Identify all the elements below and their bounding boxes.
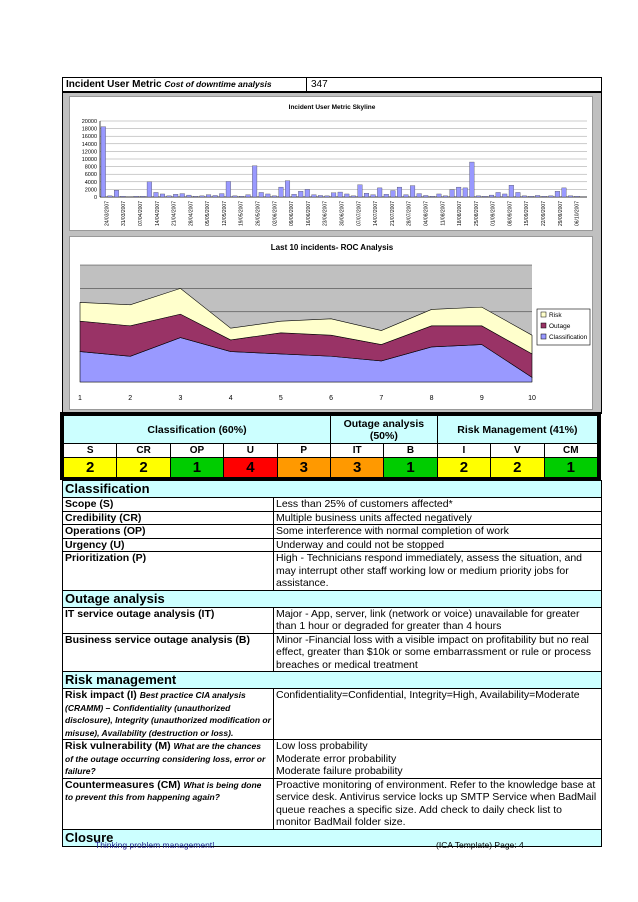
score-value-op: 1 xyxy=(170,458,223,478)
bar xyxy=(443,196,448,197)
bar xyxy=(173,194,178,197)
bar xyxy=(555,191,560,197)
row-key: Credibility (CR) xyxy=(63,511,274,525)
bar xyxy=(233,196,238,197)
x-tick-label: 14/07/2007 xyxy=(373,201,380,227)
legend-label: Classification xyxy=(549,334,588,341)
bar xyxy=(463,188,468,197)
x-tick-label: 16/06/2007 xyxy=(305,201,312,227)
metric-label-text: Incident User Metric xyxy=(66,79,162,90)
roc-chart-svg xyxy=(70,237,594,411)
x-tick-label: 21/07/2007 xyxy=(389,201,396,227)
countermeasures-value: Proactive monitoring of environment. Refer to the knowledge base at service desk. Antivirus service locks up SMTP Service when BadMail queue reaches a specific size. Add check to daily check list to monitor BadMail folder size. xyxy=(274,778,602,829)
x-tick-label: 04/08/2007 xyxy=(423,201,430,227)
y-tick-label: 6000 xyxy=(84,172,97,179)
row-key: Prioritization (P) xyxy=(63,552,274,591)
score-abbr-s: S xyxy=(64,444,117,458)
bar xyxy=(516,192,521,197)
bar xyxy=(331,193,336,197)
bar xyxy=(259,192,264,197)
table-row xyxy=(63,633,602,672)
score-abbr-op: OP xyxy=(170,444,223,458)
bar xyxy=(180,194,185,197)
row-value: Major - App, server, link (network or voice) unavailable for greater than 1 hour or degraded for greater than 4 hours xyxy=(274,607,602,633)
skyline-chart-svg xyxy=(70,97,594,232)
bar xyxy=(549,196,554,197)
table-row xyxy=(63,525,602,539)
table-row xyxy=(63,778,602,829)
table-row xyxy=(63,538,602,552)
row-value: High - Technicians respond immediately, assess the situation, and may interrupt other staff working low or medium priority jobs for assistance. xyxy=(274,552,602,591)
score-value-cm: 1 xyxy=(544,458,597,478)
bar xyxy=(476,196,481,197)
x-tick-label: 29/09/2007 xyxy=(557,200,564,227)
bar xyxy=(344,194,349,197)
y-tick-label: 16000 xyxy=(81,134,97,141)
x-tick-label: 05/05/2007 xyxy=(205,201,212,227)
bar xyxy=(391,191,396,197)
countermeasures-note: What is being done to prevent this from happening again? xyxy=(65,779,262,802)
legend xyxy=(537,309,590,345)
y-tick-label: 12000 xyxy=(81,149,97,156)
row-value: Minor -Financial loss with a visible impact on profitability but no real effect, greater than $10k or some embarrassment or rule or process breaches or medical treatment xyxy=(274,633,602,672)
score-value-cr: 2 xyxy=(117,458,170,478)
score-value-it: 3 xyxy=(330,458,383,478)
group-classification: Classification (60%) xyxy=(64,416,331,444)
bar xyxy=(338,192,343,197)
bar xyxy=(200,196,205,197)
x-tick-label: 25/08/2007 xyxy=(473,201,480,227)
x-tick-label: 23/06/2007 xyxy=(322,201,329,227)
score-abbr-cr: CR xyxy=(117,444,170,458)
table-row xyxy=(63,740,602,779)
section-closure-title: Closure xyxy=(63,829,602,846)
row-value: Some interference with normal completion of work xyxy=(274,525,602,539)
bar xyxy=(437,194,442,197)
table-row xyxy=(63,552,602,591)
x-tick-label: 01/09/2007 xyxy=(490,201,497,227)
bar xyxy=(456,187,461,197)
legend-swatch xyxy=(541,334,546,339)
x-tick-label: 06/10/2007 xyxy=(574,201,581,227)
incident-metric-header xyxy=(62,77,602,92)
row-value: Underway and could not be stopped xyxy=(274,538,602,552)
score-value-s: 2 xyxy=(64,458,117,478)
y-tick-label: 8000 xyxy=(84,164,97,171)
bar xyxy=(318,195,323,197)
y-tick-label: 14000 xyxy=(81,141,97,148)
y-tick-label: 4000 xyxy=(84,179,97,186)
bar xyxy=(404,195,409,197)
bar xyxy=(121,196,126,197)
y-tick-label: 18000 xyxy=(81,126,97,133)
row-key: Urgency (U) xyxy=(63,538,274,552)
bar xyxy=(509,185,514,197)
x-tick-label: 28/04/2007 xyxy=(188,201,195,227)
bar xyxy=(430,196,435,197)
bar xyxy=(206,195,211,197)
x-tick-label: 07/04/2007 xyxy=(137,201,144,227)
bar xyxy=(160,194,165,197)
x-tick-label: 30/06/2007 xyxy=(339,201,346,227)
section-risk-title: Risk management xyxy=(63,672,602,689)
bar xyxy=(239,196,244,197)
bar xyxy=(575,196,580,197)
row-key: Operations (OP) xyxy=(63,525,274,539)
x-tick-label: 26/05/2007 xyxy=(255,201,262,227)
bar xyxy=(410,186,415,197)
x-tick-label: 02/06/2007 xyxy=(272,201,279,227)
scorecard xyxy=(60,412,601,480)
bar xyxy=(489,195,494,197)
bar xyxy=(450,190,455,197)
table-row xyxy=(63,689,602,740)
bar xyxy=(470,162,475,197)
x-tick-label: 09/06/2007 xyxy=(289,201,296,227)
legend-label: Outage xyxy=(549,323,571,330)
bar xyxy=(417,194,422,197)
score-abbr-cm: CM xyxy=(544,444,597,458)
bar xyxy=(298,191,303,197)
metric-label-italic: Cost of downtime analysis xyxy=(164,79,272,89)
chart-title: Incident User Metric Skyline xyxy=(288,104,376,111)
risk-vuln-label: Risk vulnerability (M) xyxy=(65,740,171,752)
bar xyxy=(535,195,540,197)
bar xyxy=(371,195,376,197)
bar xyxy=(134,196,139,197)
legend-swatch xyxy=(541,323,546,328)
x-tick-label: 10 xyxy=(528,395,536,402)
score-abbr-v: V xyxy=(491,444,544,458)
risk-vuln-value: Moderate error probability xyxy=(276,752,397,765)
x-tick-label: 15/09/2007 xyxy=(524,201,531,227)
x-tick-label: 3 xyxy=(178,395,183,402)
x-tick-label: 19/05/2007 xyxy=(238,201,245,227)
risk-impact-key xyxy=(63,689,274,740)
x-tick-label: 22/09/2007 xyxy=(541,201,548,227)
x-tick-label: 07/07/2007 xyxy=(356,201,363,227)
bar xyxy=(285,181,290,197)
x-tick-label: 31/03/2007 xyxy=(121,201,128,227)
table-row xyxy=(63,607,602,633)
bar xyxy=(167,196,172,197)
bar xyxy=(187,195,192,197)
countermeasures-label: Countermeasures (CM) xyxy=(65,778,181,791)
x-tick-label: 21/04/2007 xyxy=(171,201,178,227)
row-value: Multiple business units affected negatively xyxy=(274,511,602,525)
score-value-i: 2 xyxy=(437,458,490,478)
x-tick-label: 8 xyxy=(429,395,434,402)
bar xyxy=(140,196,145,197)
bar xyxy=(193,196,198,197)
bar xyxy=(397,187,402,197)
bar xyxy=(305,189,310,197)
metric-value: 347 xyxy=(311,79,328,90)
table-row xyxy=(63,498,602,512)
row-key: Scope (S) xyxy=(63,498,274,512)
group-risk: Risk Management (41%) xyxy=(437,416,597,444)
risk-vuln-values xyxy=(274,740,602,779)
bar xyxy=(384,194,389,197)
group-outage: Outage analysis (50%) xyxy=(330,416,437,444)
row-key: IT service outage analysis (IT) xyxy=(63,607,274,633)
section-outage-title: Outage analysis xyxy=(63,590,602,607)
bar xyxy=(358,185,363,197)
bar xyxy=(364,193,369,197)
bar xyxy=(568,196,573,197)
y-tick-label: 10000 xyxy=(81,157,97,163)
risk-vuln-key xyxy=(63,740,274,779)
detail-table xyxy=(62,480,602,847)
score-value-v: 2 xyxy=(491,458,544,478)
bar xyxy=(279,187,284,197)
score-abbr-u: U xyxy=(224,444,277,458)
score-abbr-p: P xyxy=(277,444,330,458)
x-tick-label: 6 xyxy=(329,395,334,402)
bar xyxy=(154,192,159,197)
bar xyxy=(377,188,382,197)
roc-chart xyxy=(69,236,593,410)
bar xyxy=(252,166,257,197)
bar xyxy=(483,196,488,197)
score-abbr-b: B xyxy=(384,444,437,458)
footer-page-number: (ICA Template) Page: 4 xyxy=(436,840,524,850)
bar xyxy=(312,195,317,197)
chart-title: Last 10 incidents- ROC Analysis xyxy=(270,243,394,252)
skyline-chart xyxy=(69,96,593,231)
risk-impact-value: Confidentiality=Confidential, Integrity=High, Availability=Moderate xyxy=(274,689,602,740)
footer-tagline: Thinking problem management! xyxy=(95,840,215,850)
bar xyxy=(108,196,113,197)
y-tick-label: 0 xyxy=(93,195,97,201)
x-tick-label: 2 xyxy=(128,395,133,402)
x-tick-label: 4 xyxy=(228,395,233,402)
bar xyxy=(522,196,527,197)
risk-impact-label: Risk impact (I) xyxy=(65,689,137,701)
x-tick-label: 12/05/2007 xyxy=(221,201,228,227)
bar xyxy=(325,196,330,197)
x-tick-label: 1 xyxy=(78,395,82,402)
bar xyxy=(562,188,567,197)
risk-vuln-value: Low loss probability xyxy=(276,740,368,752)
bar xyxy=(292,194,297,197)
x-tick-label: 9 xyxy=(479,395,484,402)
x-tick-label: 08/09/2007 xyxy=(507,201,514,227)
bar xyxy=(101,127,106,197)
bar xyxy=(502,194,507,197)
row-key: Business service outage analysis (B) xyxy=(63,633,274,672)
x-tick-label: 14/04/2007 xyxy=(154,201,161,227)
x-tick-label: 24/03/2007 xyxy=(104,201,111,227)
legend-label: Risk xyxy=(549,312,562,319)
risk-impact-note: Best practice CIA analysis (CRAMM) – Confidentiality (unauthorized disclosure), Integrity (unauthorized modification or misuse), Availability (destruction or loss). xyxy=(65,690,271,738)
x-tick-label: 11/08/2007 xyxy=(440,201,447,226)
x-tick-label: 18/08/2007 xyxy=(457,201,464,227)
risk-vuln-note: What are the chances of the outage occurring considering loss, error or failure? xyxy=(65,741,266,776)
x-tick-label: 7 xyxy=(379,395,384,402)
risk-vuln-value: Moderate failure probability xyxy=(276,765,403,777)
bar xyxy=(529,196,534,197)
legend-swatch xyxy=(541,312,546,317)
bar xyxy=(114,190,119,197)
score-abbr-it: IT xyxy=(330,444,383,458)
countermeasures-key xyxy=(63,778,274,829)
score-abbr-i: I xyxy=(437,444,490,458)
score-value-p: 3 xyxy=(277,458,330,478)
bar xyxy=(351,196,356,197)
score-value-b: 1 xyxy=(384,458,437,478)
x-tick-label: 28/07/2007 xyxy=(406,201,413,227)
bar xyxy=(213,195,218,197)
bar xyxy=(272,196,277,197)
bar xyxy=(542,196,547,197)
bar xyxy=(496,192,501,197)
table-row xyxy=(63,511,602,525)
bar xyxy=(226,181,231,197)
x-tick-label: 5 xyxy=(278,395,283,402)
y-tick-label: 2000 xyxy=(84,187,97,194)
bar xyxy=(423,195,428,197)
row-value: Less than 25% of customers affected* xyxy=(274,498,602,512)
bar xyxy=(246,195,251,197)
metric-label xyxy=(63,78,307,91)
bar xyxy=(219,194,224,197)
y-tick-label: 20000 xyxy=(81,119,97,125)
score-value-u: 4 xyxy=(224,458,277,478)
bar xyxy=(147,182,152,197)
bar xyxy=(266,194,271,197)
section-classification-title: Classification xyxy=(63,481,602,498)
